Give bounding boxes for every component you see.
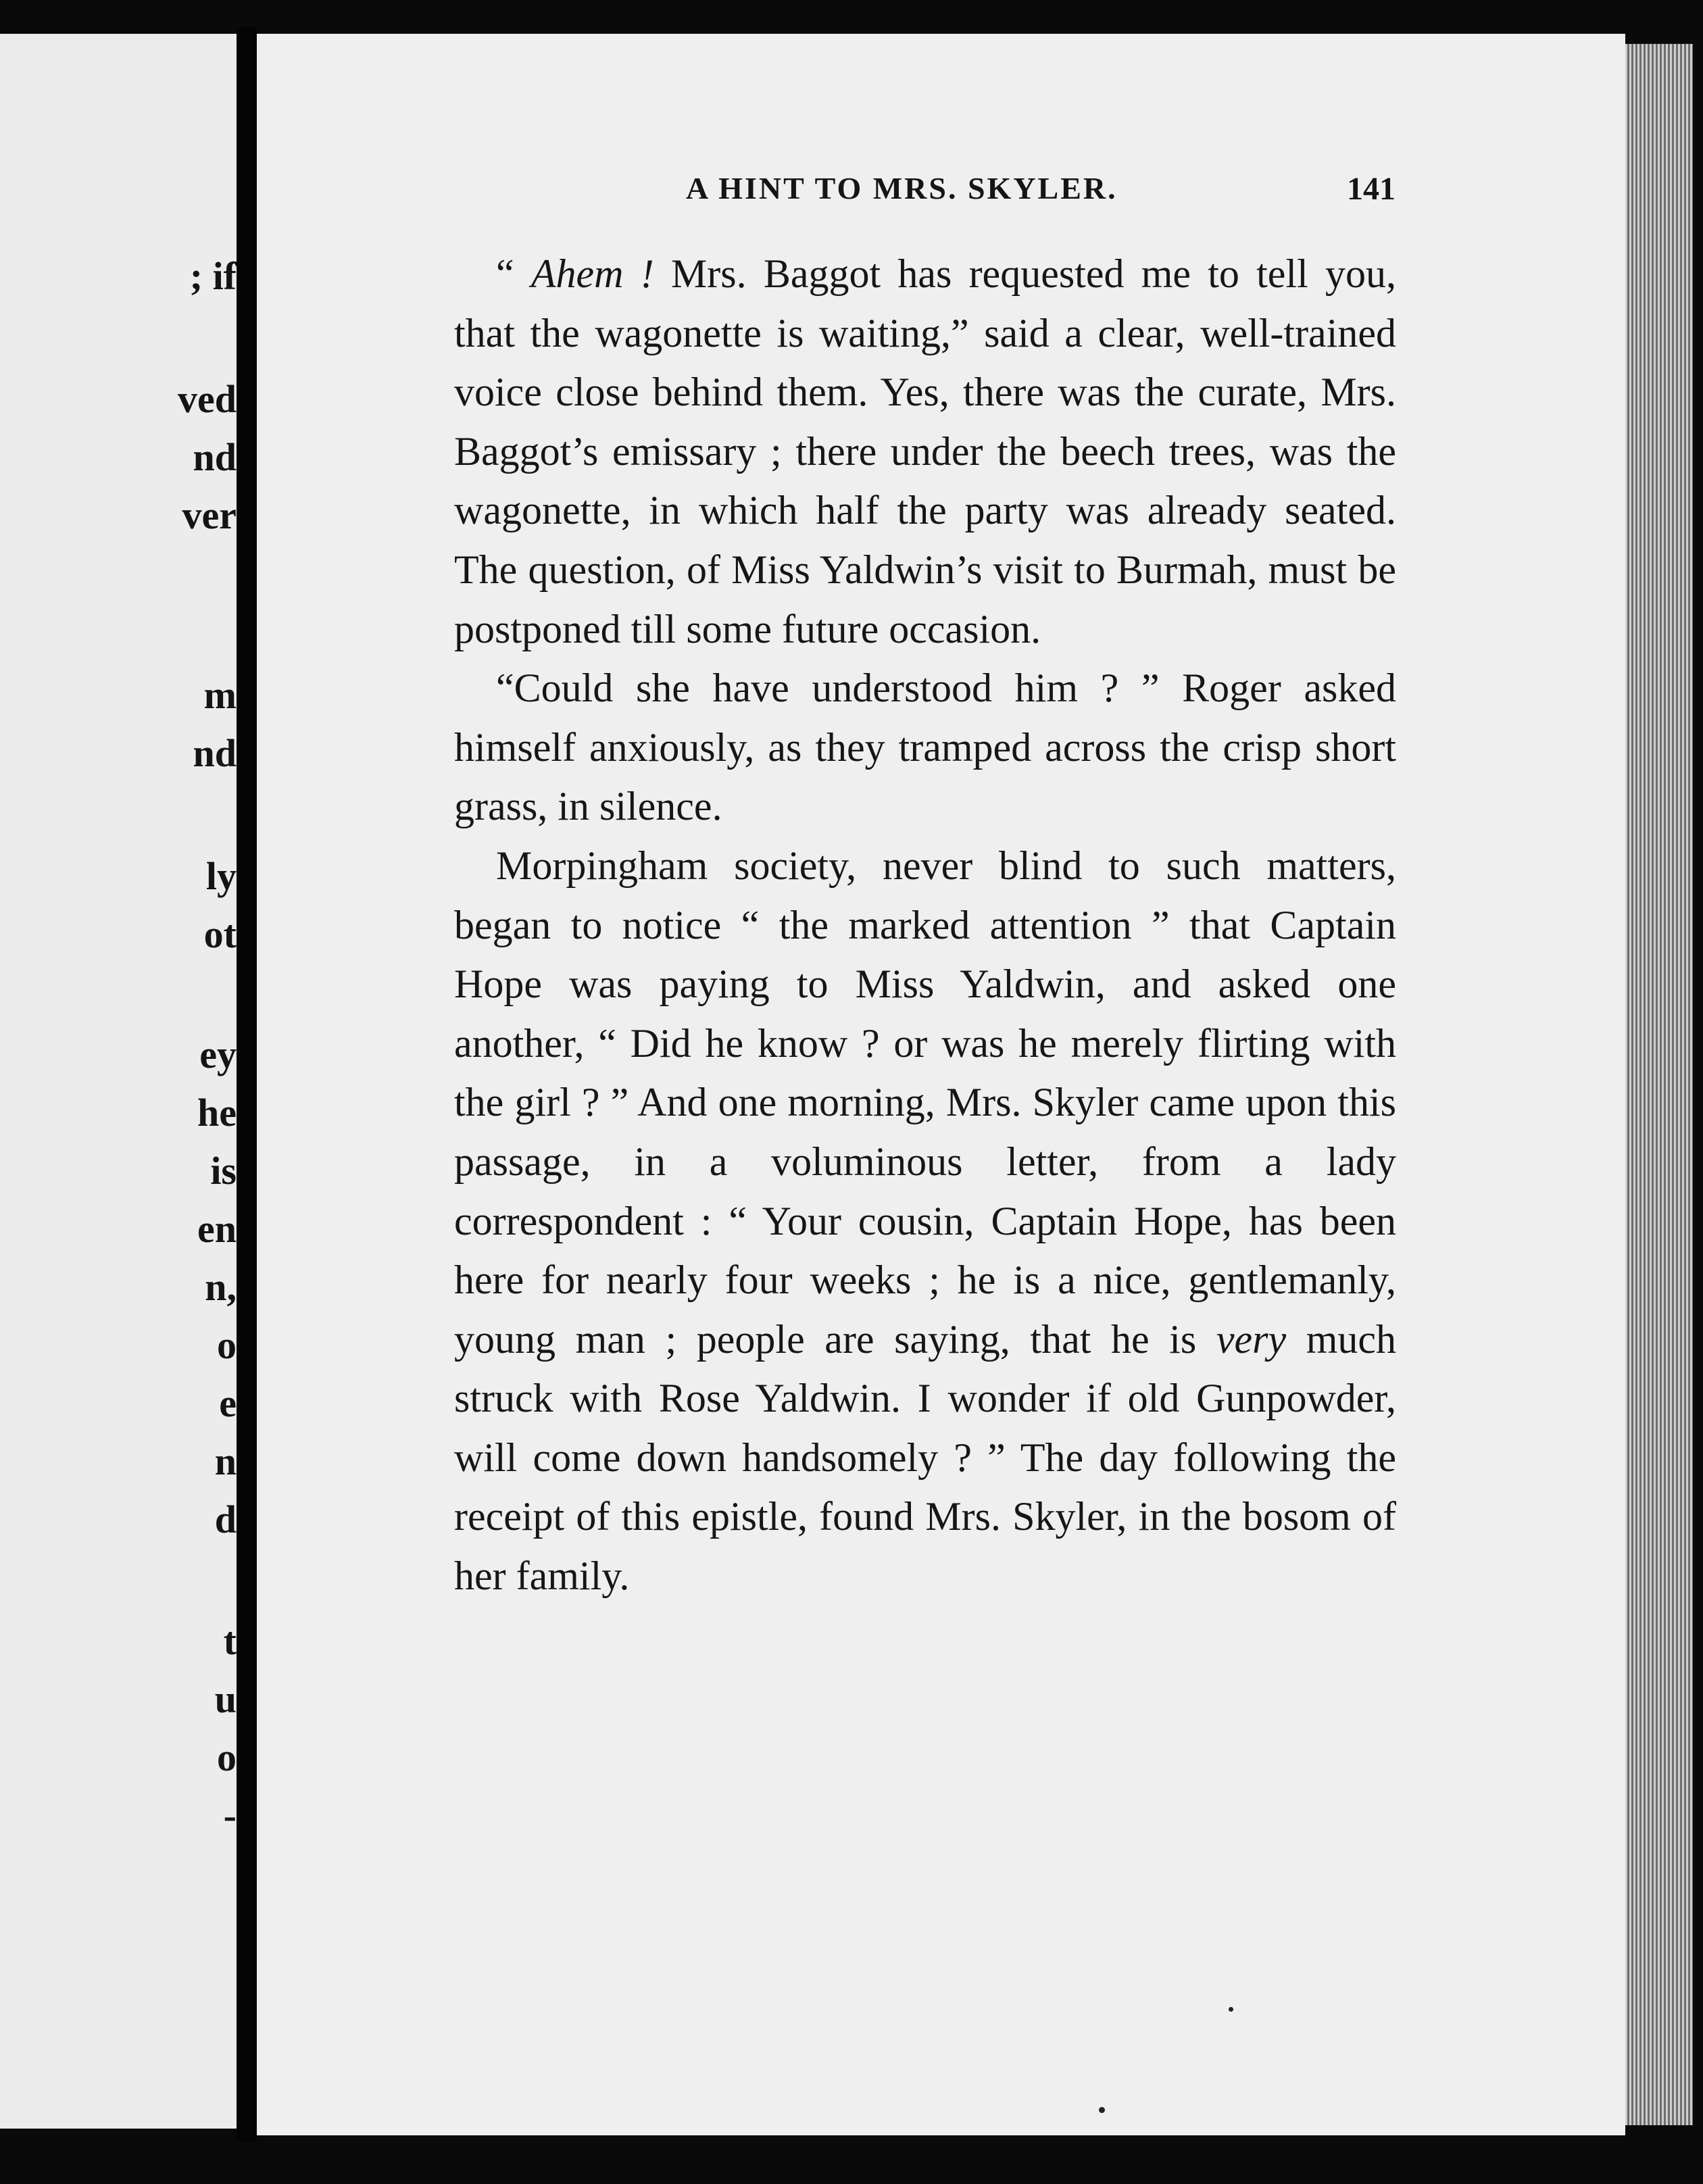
left-page-line-fragment: ved <box>178 377 237 421</box>
opening-quote: “ <box>496 251 531 296</box>
paragraph-text: Morpingham society, never blind to such matters, began to notice “ the marked attention ” that Captain Hope was paying to Miss Yaldwin, and asked one another, “ Did he know ? or was he merely flirting with the girl ? ” And one morning, Mrs. Skyler came upon this passage, in a voluminous letter, from a lady correspondent : “ Your cousin, Captain Hope, has been here for nearly four weeks ; he is a nice, gentlemanly, young man ; people are saying, that he is <box>454 843 1396 1362</box>
left-page-line-fragment: en <box>197 1207 237 1251</box>
left-page-line-fragment: n <box>214 1439 237 1483</box>
italic-emphasis: very <box>1216 1316 1287 1362</box>
left-page-line-fragment: ; if <box>189 254 237 298</box>
left-page-line-fragment: o <box>217 1323 237 1367</box>
left-page-line-fragment: ey <box>199 1033 237 1076</box>
paragraph-text: much struck with Rose Yaldwin. I wonder if old Gunpowder, will come down handsomely ? ” The day following the receipt of this epistle, found Mrs. Skyler, in the bosom of her family. <box>454 1316 1396 1599</box>
paragraph <box>454 245 1396 659</box>
book-gutter <box>237 27 257 2142</box>
left-page-line-fragment: nd <box>193 731 237 775</box>
previous-page <box>0 34 237 2129</box>
left-page-line-fragment: e <box>219 1381 237 1425</box>
print-speck <box>1099 2107 1105 2113</box>
left-page-line-fragment: d <box>214 1497 237 1541</box>
left-page-line-fragment: ly <box>205 854 237 898</box>
left-page-line-fragment: nd <box>193 435 237 479</box>
left-page-line-fragment: o <box>217 1735 237 1779</box>
left-page-line-fragment: is <box>210 1149 237 1193</box>
left-page-line-fragment: he <box>197 1091 237 1135</box>
paragraph-text: Mrs. Baggot has requested me to tell you, that the wagonette is waiting,” said a clear, well-trained voice close behind them. Yes, there was the curate, Mrs. Baggot’s emissary ; there under the beech trees, was the wagonette, in which half the party was already seated. The question, of Miss Yaldwin’s visit to Burmah, must be postponed till some future occasion. <box>454 251 1396 651</box>
left-page-line-fragment: ver <box>182 493 237 537</box>
page-edges <box>1625 44 1693 2125</box>
left-page-line-fragment: m <box>203 673 237 717</box>
left-page-line-fragment: t <box>223 1619 237 1663</box>
left-page-line-fragment: u <box>214 1677 237 1721</box>
page-body <box>454 245 1396 1606</box>
left-page-line-fragment: n, <box>205 1265 237 1309</box>
left-page-line-fragment: - <box>223 1793 237 1837</box>
running-head: A HINT TO MRS. SKYLER. <box>686 171 1118 205</box>
paragraph: “Could she have understood him ? ” Roger asked himself anxiously, as they tramped across the crisp short grass, in silence. <box>454 666 1396 829</box>
paragraph <box>454 837 1396 1606</box>
italic-interjection: Ahem ! <box>530 251 654 296</box>
print-speck <box>1229 2007 1233 2012</box>
page-number: 141 <box>1347 171 1396 207</box>
left-page-line-fragment: ot <box>203 912 237 956</box>
